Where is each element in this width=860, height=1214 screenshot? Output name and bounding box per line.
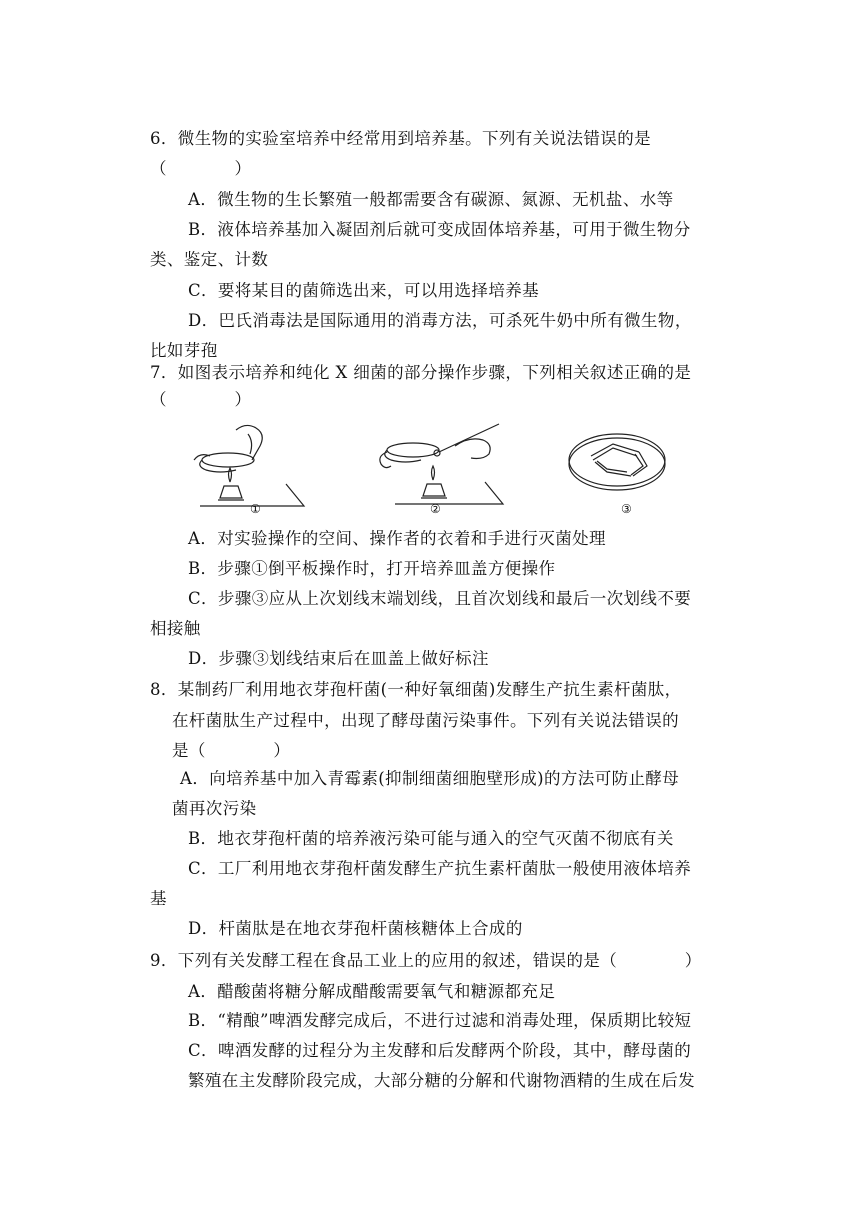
q6-option-b: B．液体培养基加入凝固剂后就可变成固体培养基，可用于微生物分 <box>188 220 691 239</box>
figure-label-1: ① <box>250 502 261 516</box>
q8-option-b: B．地衣芽孢杆菌的培养液污染可能与通入的空气灭菌不彻底有关 <box>188 829 674 848</box>
q9-option-a: A．醋酸菌将糖分解成醋酸需要氧气和糖源都充足 <box>188 982 556 1001</box>
q7-bracket: （ ） <box>150 390 252 409</box>
q6-option-d: D．巴氏消毒法是国际通用的消毒方法，可杀死牛奶中所有微生物， <box>188 311 692 330</box>
q7-figure <box>190 420 670 520</box>
q9-option-c: C．啤酒发酵的过程分为主发酵和后发酵两个阶段，其中，酵母菌的 <box>188 1041 692 1060</box>
figure-pour-plate <box>190 420 310 515</box>
q6-option-c: C．要将某目的菌筛选出来，可以用选择培养基 <box>188 281 540 300</box>
q7-option-c-cont: 相接触 <box>150 619 201 638</box>
figure-label-2: ② <box>430 502 441 516</box>
q7-stem: 7．如图表示培养和纯化 X 细菌的部分操作步骤，下列相关叙述正确的是 <box>150 363 692 382</box>
q8-option-c-cont: 基 <box>150 889 167 908</box>
q8-option-d: D．杆菌肽是在地衣芽孢杆菌核糖体上合成的 <box>188 919 523 938</box>
q7-option-d: D．步骤③划线结束后在皿盖上做好标注 <box>188 649 489 668</box>
q6-option-a: A．微生物的生长繁殖一般都需要含有碳源、氮源、无机盐、水等 <box>188 190 674 209</box>
q8-option-a-cont: 菌再次污染 <box>172 799 257 818</box>
figure-inoculating-loop <box>375 420 510 515</box>
q6-bracket: （ ） <box>150 159 252 178</box>
q8-stem-cont-1: 在杆菌肽生产过程中，出现了酵母菌污染事件。下列有关说法错误的 <box>172 711 679 730</box>
q8-stem: 8．某制药厂利用地衣芽孢杆菌(一种好氧细菌)发酵生产抗生素杆菌肽， <box>150 680 682 699</box>
q9-option-b: B．“精酿”啤酒发酵完成后，不进行过滤和消毒处理，保质期比较短 <box>188 1011 692 1030</box>
figure-streak-plate <box>565 420 670 500</box>
q7-option-a: A．对实验操作的空间、操作者的衣着和手进行灭菌处理 <box>188 529 606 548</box>
q7-option-b: B．步骤①倒平板操作时，打开培养皿盖方便操作 <box>188 559 556 578</box>
q6-option-b-cont: 类、鉴定、计数 <box>150 250 269 269</box>
q8-bracket: 是（ ） <box>172 741 291 760</box>
q8-option-a: A．向培养基中加入青霉素(抑制细菌细胞壁形成)的方法可防止酵母 <box>180 769 680 788</box>
q8-option-c: C．工厂利用地衣芽孢杆菌发酵生产抗生素杆菌肽一般使用液体培养 <box>188 859 692 878</box>
q7-option-c: C．步骤③应从上次划线末端划线，且首次划线和最后一次划线不要 <box>188 589 692 608</box>
q6-option-d-cont: 比如芽孢 <box>150 341 218 360</box>
figure-label-3: ③ <box>621 502 632 516</box>
q6-stem: 6．微生物的实验室培养中经常用到培养基。下列有关说法错误的是 <box>150 129 651 148</box>
q9-stem: 9．下列有关发酵工程在食品工业上的应用的叙述，错误的是（ ） <box>150 951 702 970</box>
q9-option-c-cont: 繁殖在主发酵阶段完成，大部分糖的分解和代谢物酒精的生成在后发 <box>188 1071 695 1090</box>
